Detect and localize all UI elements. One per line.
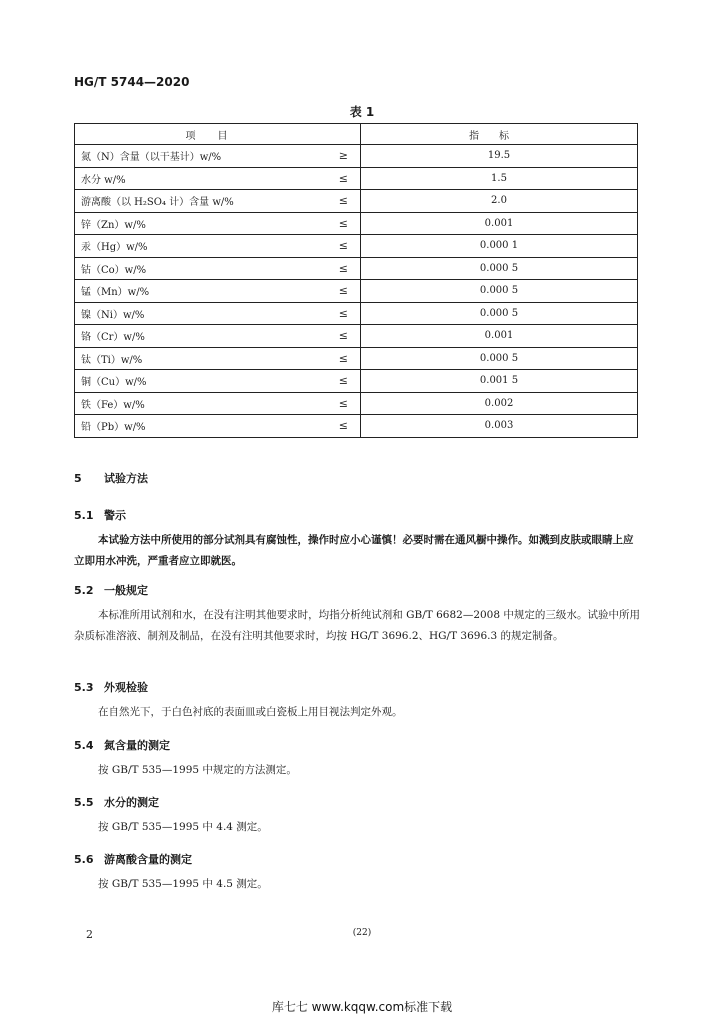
item-cell: 氮（N）含量（以干基计）w/% <box>75 145 309 168</box>
operator-cell: ≤ <box>308 415 361 438</box>
table-row <box>75 415 638 438</box>
item-cell: 镍（Ni）w/% <box>75 302 309 325</box>
nitrogen-method-text: 按 GB/T 535—1995 中规定的方法测定。 <box>98 764 297 776</box>
section-number: 5 <box>74 472 82 485</box>
page-number: 2 <box>86 928 93 941</box>
item-cell: 钴（Co）w/% <box>75 257 309 280</box>
item-cell: 锌（Zn）w/% <box>75 212 309 235</box>
table-row <box>75 257 638 280</box>
column-header-value: 指标 <box>361 124 638 145</box>
item-cell: 游离酸（以 H₂SO₄ 计）含量 w/% <box>75 190 309 213</box>
watermark-text: 库七七 www.kqqw.com标准下载 <box>271 1000 453 1014</box>
table-row <box>75 370 638 393</box>
operator-cell: ≤ <box>308 347 361 370</box>
item-cell: 钛（Ti）w/% <box>75 347 309 370</box>
table-row <box>75 167 638 190</box>
table-body <box>75 145 638 438</box>
section-number: 5.1 <box>74 509 94 522</box>
value-cell: 0.001 <box>361 212 638 235</box>
section-title: 氮含量的测定 <box>104 739 170 752</box>
section-number: 5.2 <box>74 584 94 597</box>
operator-cell: ≤ <box>308 167 361 190</box>
operator-cell: ≤ <box>308 212 361 235</box>
section-number: 5.6 <box>74 853 94 866</box>
operator-cell: ≥ <box>308 145 361 168</box>
operator-cell: ≤ <box>308 280 361 303</box>
value-cell: 0.000 5 <box>361 257 638 280</box>
spec-table <box>74 123 638 438</box>
moisture-method-text: 按 GB/T 535—1995 中 4.4 测定。 <box>98 821 268 833</box>
item-cell: 水分 w/% <box>75 167 309 190</box>
table-title: 表 1 <box>349 105 375 119</box>
free-acid-method-text: 按 GB/T 535—1995 中 4.5 测定。 <box>98 878 268 890</box>
value-cell: 0.000 5 <box>361 280 638 303</box>
appearance-text: 在自然光下，于白色衬底的表面皿或白瓷板上用目视法判定外观。 <box>98 706 403 718</box>
operator-cell: ≤ <box>308 257 361 280</box>
operator-cell: ≤ <box>308 325 361 348</box>
section-title: 一般规定 <box>104 584 148 597</box>
section-title: 游离酸含量的测定 <box>104 853 192 866</box>
table-header-row <box>75 124 638 145</box>
table-row <box>75 190 638 213</box>
table-row <box>75 212 638 235</box>
column-header-item: 项目 <box>75 124 361 145</box>
value-cell: 0.000 5 <box>361 302 638 325</box>
table-row <box>75 302 638 325</box>
item-cell: 铬（Cr）w/% <box>75 325 309 348</box>
table-row <box>75 347 638 370</box>
section-title: 警示 <box>104 509 126 522</box>
section-5-5-heading <box>74 794 159 810</box>
warning-text: 本试验方法中所使用的部分试剂具有腐蚀性，操作时应小心谨慎！必要时需在通风橱中操作。如溅到皮肤或眼睛上应立即用水冲洗，严重者应立即就医。 <box>74 534 634 567</box>
value-cell: 0.000 5 <box>361 347 638 370</box>
table-row <box>75 145 638 168</box>
section-5-heading <box>74 470 148 486</box>
operator-cell: ≤ <box>308 302 361 325</box>
value-cell: 0.002 <box>361 392 638 415</box>
item-cell: 汞（Hg）w/% <box>75 235 309 258</box>
table-row <box>75 235 638 258</box>
item-cell: 铜（Cu）w/% <box>75 370 309 393</box>
operator-cell: ≤ <box>308 370 361 393</box>
general-rules-text: 本标准所用试剂和水，在没有注明其他要求时，均指分析纯试剂和 GB/T 6682—2008 中规定的三级水。试验中所用杂质标准溶液、制剂及制品，在没有注明其他要求时，均按 HG/T 3696.2、HG/T 3696.3 的规定制备。 <box>74 609 640 642</box>
item-cell: 铅（Pb）w/% <box>75 415 309 438</box>
value-cell: 1.5 <box>361 167 638 190</box>
value-cell: 0.000 1 <box>361 235 638 258</box>
table-row <box>75 325 638 348</box>
item-cell: 锰（Mn）w/% <box>75 280 309 303</box>
section-5-2-heading <box>74 582 148 598</box>
page-mark: (22) <box>352 928 372 938</box>
section-5-6-heading <box>74 851 192 867</box>
value-cell: 0.001 5 <box>361 370 638 393</box>
section-5-3-heading <box>74 679 148 695</box>
section-title: 试验方法 <box>104 472 148 485</box>
item-cell: 铁（Fe）w/% <box>75 392 309 415</box>
operator-cell: ≤ <box>308 392 361 415</box>
section-number: 5.3 <box>74 681 94 694</box>
value-cell: 19.5 <box>361 145 638 168</box>
standard-code: HG/T 5744—2020 <box>74 75 190 89</box>
value-cell: 0.001 <box>361 325 638 348</box>
table-row <box>75 392 638 415</box>
operator-cell: ≤ <box>308 235 361 258</box>
section-title: 外观检验 <box>104 681 148 694</box>
section-number: 5.5 <box>74 796 94 809</box>
table-row <box>75 280 638 303</box>
operator-cell: ≤ <box>308 190 361 213</box>
section-title: 水分的测定 <box>104 796 159 809</box>
section-5-4-heading <box>74 737 170 753</box>
value-cell: 0.003 <box>361 415 638 438</box>
value-cell: 2.0 <box>361 190 638 213</box>
section-number: 5.4 <box>74 739 94 752</box>
section-5-1-heading <box>74 507 126 523</box>
